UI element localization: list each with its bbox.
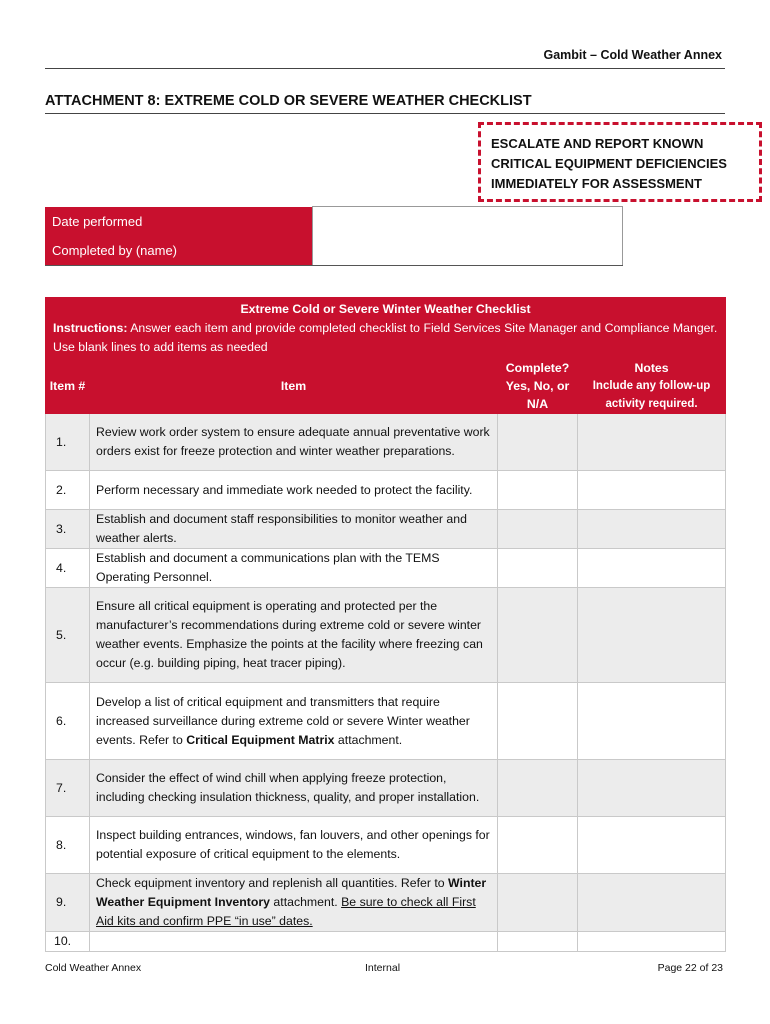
item-number: 6. <box>46 683 90 760</box>
item-text: Inspect building entrances, windows, fan louvers, and other openings for potential exposure of critical equipment to the elements. <box>90 817 498 874</box>
item-text-post: attachment. <box>334 732 403 747</box>
item-number: 8. <box>46 817 90 874</box>
running-header: Gambit – Cold Weather Annex <box>543 48 722 62</box>
col-header-item: Item <box>90 358 498 414</box>
item-number: 3. <box>46 510 90 549</box>
notes-cell[interactable] <box>578 510 726 549</box>
notes-cell[interactable] <box>578 588 726 683</box>
title-rule <box>45 113 725 114</box>
checklist-row <box>46 510 726 549</box>
complete-cell[interactable] <box>498 683 578 760</box>
page-title: ATTACHMENT 8: EXTREME COLD OR SEVERE WEATHER CHECKLIST <box>45 93 532 109</box>
item-number: 7. <box>46 760 90 817</box>
item-number: 5. <box>46 588 90 683</box>
footer-left: Cold Weather Annex <box>45 962 142 974</box>
checklist-row <box>46 414 726 471</box>
date-performed-label: Date performed <box>45 207 313 237</box>
item-text-pre: Develop a list of critical equipment and transmitters that require increased surveillance during extreme cold or severe Winter weather events. Refer to <box>96 694 470 747</box>
notes-cell[interactable] <box>578 932 726 952</box>
alert-line-3: IMMEDIATELY FOR ASSESSMENT <box>491 176 702 191</box>
item-text <box>90 874 498 932</box>
escalation-alert-box <box>478 122 762 202</box>
notes-subtitle: Include any follow-up activity required. <box>592 379 711 410</box>
notes-cell[interactable] <box>578 683 726 760</box>
notes-title: Notes <box>634 360 669 375</box>
notes-cell[interactable] <box>578 874 726 932</box>
checklist-caption-row <box>46 298 726 358</box>
complete-cell[interactable] <box>498 471 578 510</box>
instructions-text: Answer each item and provide completed checklist to Field Services Site Manager and Compliance Manger. Use blank lines to add items as needed <box>53 321 718 354</box>
complete-cell[interactable] <box>498 932 578 952</box>
item-text: Perform necessary and immediate work needed to protect the facility. <box>90 471 498 510</box>
complete-cell[interactable] <box>498 588 578 683</box>
notes-cell[interactable] <box>578 549 726 588</box>
notes-cell[interactable] <box>578 414 726 471</box>
col-header-item-num: Item # <box>46 358 90 414</box>
complete-cell[interactable] <box>498 414 578 471</box>
checklist-instructions <box>53 319 718 357</box>
checklist-title: Extreme Cold or Severe Winter Weather Checklist <box>240 302 531 316</box>
notes-cell[interactable] <box>578 471 726 510</box>
critical-equipment-matrix-ref: Critical Equipment Matrix <box>186 732 335 747</box>
completed-by-label: Completed by (name) <box>45 236 313 266</box>
item-number: 4. <box>46 549 90 588</box>
item-text[interactable] <box>90 932 498 952</box>
item-number: 1. <box>46 414 90 471</box>
item-text-mid: attachment. <box>270 895 342 909</box>
item-number: 10. <box>46 932 90 952</box>
first-aid-note: Be sure to check all First Aid kits and confirm PPE “in use” dates. <box>96 895 476 928</box>
complete-cell[interactable] <box>498 760 578 817</box>
checklist-row <box>46 471 726 510</box>
col-header-notes <box>578 358 726 414</box>
weather-checklist-table <box>45 297 726 952</box>
checklist-row <box>46 817 726 874</box>
header-rule <box>45 68 725 69</box>
checklist-row <box>46 932 726 952</box>
complete-cell[interactable] <box>498 817 578 874</box>
column-header-row <box>46 358 726 414</box>
item-number: 2. <box>46 471 90 510</box>
col-header-complete: Complete? Yes, No, or N/A <box>498 358 578 414</box>
item-text: Review work order system to ensure adequate annual preventative work orders exist for freeze protection and winter weather preparations. <box>90 414 498 471</box>
footer-center: Internal <box>365 962 401 974</box>
instructions-label: Instructions: <box>53 321 128 335</box>
checklist-row <box>46 683 726 760</box>
completion-info-table <box>45 206 623 266</box>
item-text-pre: Check equipment inventory and replenish all quantities. Refer to <box>96 876 449 890</box>
winter-inventory-ref: Winter Weather Equipment Inventory <box>96 876 487 909</box>
date-performed-field[interactable] <box>313 207 623 237</box>
item-text <box>90 683 498 760</box>
checklist-row <box>46 874 726 932</box>
completed-by-field[interactable] <box>313 236 623 266</box>
checklist-row <box>46 549 726 588</box>
complete-cell[interactable] <box>498 874 578 932</box>
date-row <box>45 207 623 237</box>
item-text: Establish and document staff responsibilities to monitor weather and weather alerts. <box>90 510 498 549</box>
item-number: 9. <box>46 874 90 932</box>
completed-by-row <box>45 236 623 266</box>
checklist-row <box>46 588 726 683</box>
item-text: Consider the effect of wind chill when applying freeze protection, including checking insulation thickness, quality, and proper installation. <box>90 760 498 817</box>
item-text: Establish and document a communications plan with the TEMS Operating Personnel. <box>90 549 498 588</box>
complete-cell[interactable] <box>498 510 578 549</box>
complete-cell[interactable] <box>498 549 578 588</box>
checklist-row <box>46 760 726 817</box>
notes-cell[interactable] <box>578 817 726 874</box>
alert-line-1: ESCALATE AND REPORT KNOWN <box>491 136 704 151</box>
alert-line-2: CRITICAL EQUIPMENT DEFICIENCIES <box>491 156 727 171</box>
item-text: Ensure all critical equipment is operating and protected per the manufacturer’s recommendations during extreme cold or severe winter weather events. Emphasize the points at the facility where freezing can occur (e.g. building piping, heat tracer piping). <box>90 588 498 683</box>
footer-page-number: Page 22 of 23 <box>657 962 723 974</box>
notes-cell[interactable] <box>578 760 726 817</box>
